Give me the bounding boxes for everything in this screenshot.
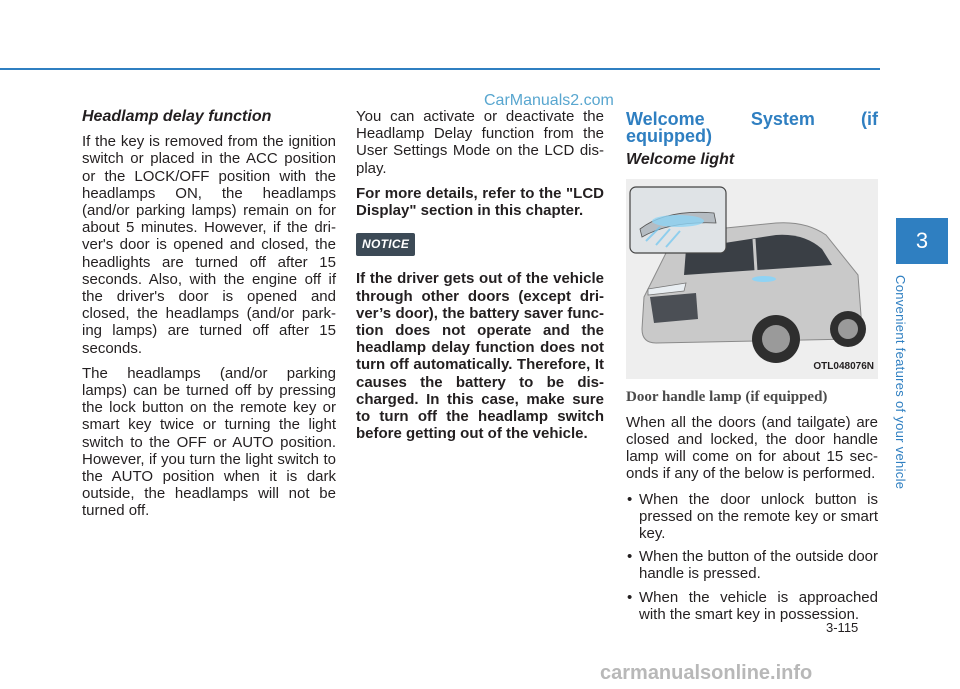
headlamp-delay-heading: Headlamp delay function bbox=[82, 108, 272, 125]
paragraph: You can activate or deactivate the Headlamp Delay function from the User Settings Mode on the LCD dis-play. bbox=[356, 108, 604, 177]
watermark-top: CarManuals2.com bbox=[484, 92, 614, 109]
notice-badge-wrap bbox=[356, 227, 604, 270]
section-title: Welcome System (if equipped) bbox=[626, 109, 878, 147]
list-item: • When the vehicle is approached with the smart key in possession. bbox=[626, 589, 878, 623]
chapter-label-wrap bbox=[893, 275, 920, 495]
welcome-light-figure bbox=[626, 179, 878, 379]
paragraph: When all the doors (and tailgate) are closed and locked, the door handle lamp will come on for about 15 sec-onds if any of the below is performed. bbox=[626, 413, 878, 483]
bullet-list bbox=[626, 491, 878, 623]
paragraph-bold: For more details, refer to the "LCD Display" section in this chapter. bbox=[356, 184, 604, 220]
welcome-light-heading: Welcome light bbox=[626, 151, 735, 169]
suv-illustration bbox=[626, 179, 878, 379]
chapter-tab: 3 bbox=[896, 218, 948, 264]
column-right bbox=[626, 108, 878, 629]
notice-badge: NOTICE bbox=[356, 233, 415, 256]
door-handle-lamp-heading: Door handle lamp (if equipped) bbox=[626, 388, 828, 405]
paragraph: The headlamps (and/or parking lamps) can be turned off by pressing the lock button on the remote key or smart key twice or turning the light switch to the OFF or AUTO position. However, if you turn the light switch to the AUTO position when it is dark outside, the headlamps will not be turned off. bbox=[82, 364, 336, 520]
chapter-label: Convenient features of your vehicle bbox=[893, 275, 908, 490]
list-item: • When the door unlock button is pressed on the remote key or smart key. bbox=[626, 491, 878, 543]
page-number: 3-115 bbox=[826, 620, 859, 635]
list-item: • When the button of the outside door handle is pressed. bbox=[626, 548, 878, 582]
figure-code: OTL048076N bbox=[813, 361, 874, 373]
watermark-bottom: carmanualsonline.info bbox=[600, 662, 813, 684]
paragraph: If the key is removed from the ignition switch or placed in the ACC position or the LOCK/OFF position with the headlamps ON, the headlamps (and/or parking lamps) remain on for about 5 minutes. However, if the dri-ver's door is opened and closed, the headlights are turned off after 15 seconds. Also, with the engine off if the driver's door is opened and closed, the headlamps (and/or park-ing lamps) are turned off after 15 seconds. bbox=[82, 133, 336, 357]
header-rule bbox=[0, 68, 880, 70]
column-middle bbox=[356, 108, 604, 450]
notice-text: If the driver gets out of the vehicle through other doors (except dri-ver’s door), the battery saver func-tion does not operate and the headlamp delay function does not turn off automatically. Therefore, It causes the battery to be dis-charged. In this case, make sure to turn off the headlamp switch before getting out of the vehicle. bbox=[356, 270, 604, 443]
column-left bbox=[82, 108, 336, 528]
